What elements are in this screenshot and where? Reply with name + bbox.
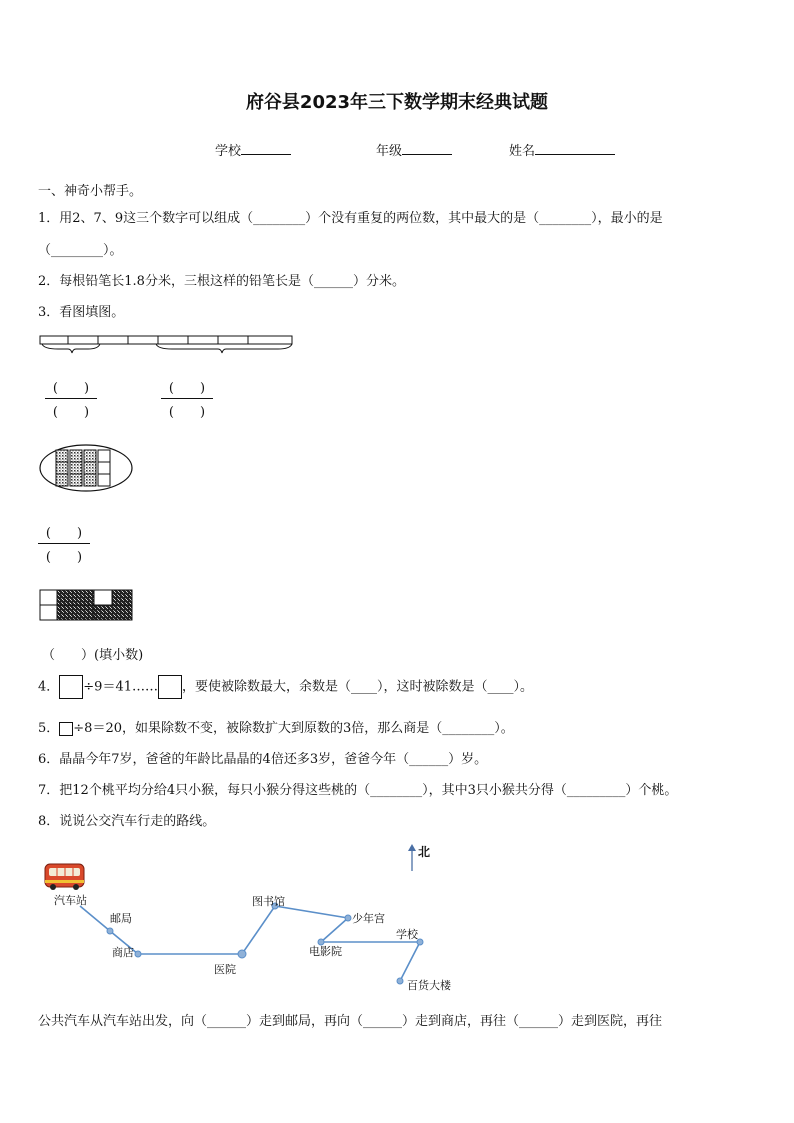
place-department-store: 百货大楼 — [407, 979, 451, 992]
blank-square-box[interactable] — [59, 675, 83, 699]
question-6: 6．晶晶今年7岁，爸爸的年龄比晶晶的4倍还多3岁，爸爸今年（______）岁。 — [38, 752, 488, 767]
section-heading: 一、神奇小帮手。 — [38, 184, 143, 199]
bus-icon — [45, 864, 84, 890]
page-title: 府谷县2023年三下数学期末经典试题 — [245, 92, 549, 113]
stop-department-store — [397, 978, 403, 984]
question-4 — [38, 675, 533, 699]
grade-label: 年级 — [376, 144, 403, 159]
grade-blank[interactable] — [402, 142, 452, 155]
place-library: 图书馆 — [252, 895, 285, 908]
school-field — [215, 140, 291, 159]
blank-square-box[interactable] — [158, 675, 182, 699]
stop-youth-palace — [345, 915, 351, 921]
fraction-line — [45, 398, 97, 399]
question-4-text: ，要使被除数最大，余数是（____），这时被除数是（____）。 — [182, 679, 534, 695]
fraction-numerator: ( ) — [52, 381, 90, 396]
fraction-denominator: ( ) — [168, 405, 206, 420]
question-1-line1: 1．用2、7、9这三个数字可以组成（________）个没有重复的两位数，其中最大的是（________），最小的是 — [38, 211, 663, 226]
stop-post-office — [107, 928, 113, 934]
fraction-blank-2[interactable] — [161, 377, 213, 420]
question-5 — [38, 717, 514, 736]
question-8: 8．说说公交汽车行走的路线。 — [38, 814, 216, 829]
fraction-numerator: ( ) — [168, 381, 206, 396]
school-blank[interactable] — [241, 142, 291, 155]
north-label: 北 — [418, 845, 431, 859]
place-school: 学校 — [396, 928, 418, 941]
fraction-numerator: ( ) — [45, 526, 83, 541]
question-3: 3．看图填图。 — [38, 305, 125, 320]
division-expression: ÷9＝41…… — [83, 679, 158, 695]
question-number: 5． — [38, 721, 60, 736]
place-cinema: 电影院 — [309, 945, 342, 958]
blank-square-box[interactable] — [59, 722, 73, 736]
fraction-denominator: ( ) — [45, 550, 83, 565]
rectangle-strip-figure — [38, 588, 138, 624]
place-bus-station: 汽车站 — [54, 894, 87, 907]
name-field — [509, 140, 615, 159]
oval-grid-figure — [38, 443, 138, 495]
question-2: 2．每根铅笔长1.8分米，三根这样的铅笔长是（______）分米。 — [38, 274, 405, 289]
question-5-text: ÷8＝20，如果除数不变，被除数扩大到原数的3倍，那么商是（________）。 — [73, 721, 514, 736]
school-label: 学校 — [215, 144, 242, 159]
fraction-denominator: ( ) — [52, 405, 90, 420]
fraction-line — [38, 543, 90, 544]
fraction-blank-1[interactable] — [45, 377, 97, 420]
question-8-route-text: 公共汽车从汽车站出发，向（______）走到邮局，再向（______）走到商店，再往（______）走到医院，再往 — [38, 1014, 663, 1029]
place-post-office: 邮局 — [110, 912, 132, 925]
name-label: 姓名 — [509, 144, 536, 159]
question-1-line2: （________）。 — [38, 243, 123, 258]
decimal-blank[interactable]: （ ）(填小数) — [42, 648, 144, 663]
place-shop: 商店 — [112, 946, 134, 959]
fraction-blank-3[interactable] — [38, 522, 90, 565]
stop-shop — [135, 951, 141, 957]
question-number: 4． — [38, 679, 60, 695]
place-youth-palace: 少年宫 — [352, 912, 385, 925]
name-blank[interactable] — [535, 142, 615, 155]
bus-route-map — [30, 838, 460, 1003]
north-arrow-icon — [408, 844, 416, 871]
segment-bar-figure — [38, 330, 298, 360]
stop-hospital — [238, 950, 246, 958]
place-hospital: 医院 — [214, 963, 236, 976]
question-7: 7．把12个桃平均分给4只小猴，每只小猴分得这些桃的（________），其中3只小猴共分得（_________）个桃。 — [38, 783, 678, 798]
grade-field — [376, 140, 452, 159]
fraction-line — [161, 398, 213, 399]
